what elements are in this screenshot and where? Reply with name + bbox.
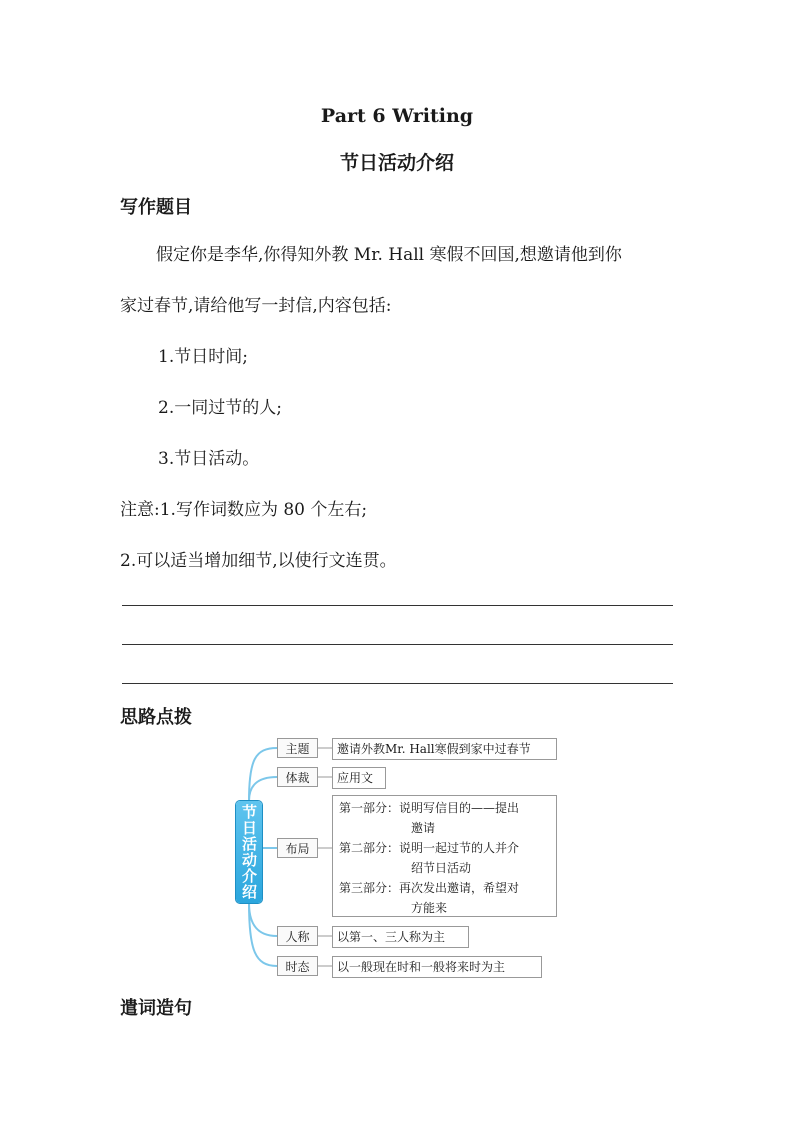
task-intro-line2: 家过春节,请给他写一封信,内容包括: <box>120 296 392 316</box>
task-intro-line1: 假定你是李华,你得知外教 Mr. Hall 寒假不回国,想邀请他到你 <box>156 245 622 265</box>
layout-line-3: 第二部分：说明一起过节的人并介 <box>339 841 520 855</box>
layout-line-4: 绍节日活动 <box>411 861 472 875</box>
branch-person-label: 人称 <box>277 926 318 946</box>
layout-line-1: 第一部分：说明写信目的——提出 <box>339 801 520 815</box>
task-item-3: 3.节日活动。 <box>158 449 260 469</box>
task-item-2: 2.一同过节的人; <box>158 398 282 418</box>
branch-theme-label: 主题 <box>277 738 318 758</box>
words-heading: 遣词造句 <box>120 998 192 1019</box>
task-item-1: 1.节日时间; <box>158 347 248 367</box>
part-title: Part 6 Writing <box>320 105 474 127</box>
mind-map-root: 节日活动介绍 <box>236 801 262 903</box>
page-subtitle: 节日活动介绍 <box>339 152 454 174</box>
branch-tense-content: 以一般现在时和一般将来时为主 <box>332 956 542 978</box>
branch-tense-label: 时态 <box>277 956 318 976</box>
layout-line-5: 第三部分：再次发出邀请，希望对 <box>339 881 520 895</box>
task-note-2: 2.可以适当增加细节,以使行文连贯。 <box>120 551 397 571</box>
branch-layout-label: 布局 <box>277 838 318 858</box>
connector-theme <box>249 748 277 801</box>
branch-theme-content: 邀请外教Mr. Hall寒假到家中过春节 <box>332 738 557 760</box>
branch-genre-label: 体裁 <box>277 767 318 787</box>
connector-person <box>249 903 277 936</box>
branch-layout-content <box>332 795 557 917</box>
branch-person-content: 以第一、三人称为主 <box>332 926 469 948</box>
layout-line-6: 方能来 <box>411 901 448 915</box>
task-heading: 写作题目 <box>120 197 192 218</box>
task-note-1: 注意:1.写作词数应为 80 个左右; <box>120 500 368 520</box>
connector-genre <box>249 777 277 801</box>
branch-genre-content: 应用文 <box>332 767 386 789</box>
layout-line-2: 邀请 <box>411 821 436 835</box>
thinking-heading: 思路点拨 <box>120 707 192 728</box>
connector-tense <box>249 903 277 966</box>
